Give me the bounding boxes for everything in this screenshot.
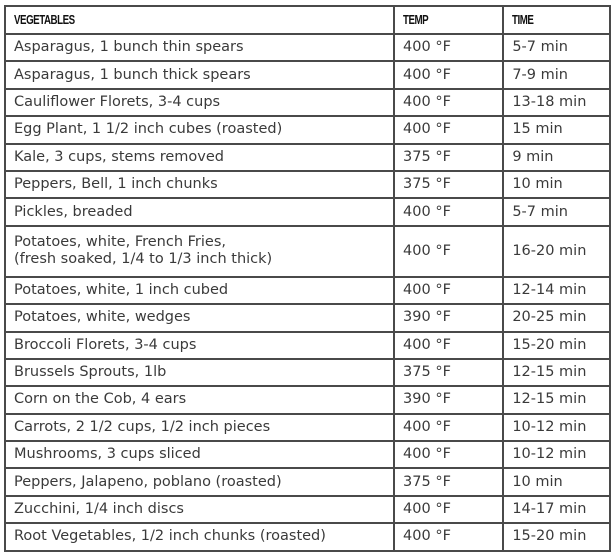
vegetable-cell: Peppers, Jalapeno, poblano (roasted): [5, 468, 394, 495]
temp-cell: 375 °F: [394, 171, 503, 198]
vegetable-cell: Kale, 3 cups, stems removed: [5, 144, 394, 171]
time-cell: 14-17 min: [503, 496, 610, 523]
time-cell: 10-12 min: [503, 441, 610, 468]
header-time: [503, 6, 610, 34]
time-cell: 13-18 min: [503, 89, 610, 116]
vegetable-cell: [5, 226, 394, 277]
table-row: [5, 34, 610, 61]
vegetable-cell: Mushrooms, 3 cups sliced: [5, 441, 394, 468]
vegetable-cell: Egg Plant, 1 1/2 inch cubes (roasted): [5, 116, 394, 143]
vegetable-cell: Potatoes, white, 1 inch cubed: [5, 277, 394, 304]
time-cell: 10-12 min: [503, 414, 610, 441]
time-cell: 10 min: [503, 171, 610, 198]
table-row: [5, 116, 610, 143]
temp-cell: 400 °F: [394, 441, 503, 468]
time-cell: 5-7 min: [503, 34, 610, 61]
vegetable-cell: Pickles, breaded: [5, 198, 394, 225]
temp-cell: 400 °F: [394, 116, 503, 143]
temp-cell: 375 °F: [394, 359, 503, 386]
time-cell: 20-25 min: [503, 304, 610, 331]
vegetable-cell: Root Vegetables, 1/2 inch chunks (roasted): [5, 523, 394, 550]
time-cell: 9 min: [503, 144, 610, 171]
temp-cell: 400 °F: [394, 496, 503, 523]
vegetable-cooking-table: [4, 5, 611, 552]
header-time-label: TIME: [512, 13, 534, 27]
table-row: [5, 414, 610, 441]
temp-cell: 400 °F: [394, 61, 503, 88]
table-row: [5, 226, 610, 277]
vegetable-line-1: Potatoes, white, French Fries,: [14, 234, 226, 251]
table-row: [5, 61, 610, 88]
header-row: [5, 6, 610, 34]
time-cell: 7-9 min: [503, 61, 610, 88]
vegetable-cell: Zucchini, 1/4 inch discs: [5, 496, 394, 523]
table-row: [5, 277, 610, 304]
time-cell: 15-20 min: [503, 332, 610, 359]
temp-cell: 375 °F: [394, 468, 503, 495]
time-cell: 16-20 min: [503, 226, 610, 277]
temp-cell: 390 °F: [394, 386, 503, 413]
time-cell: 12-14 min: [503, 277, 610, 304]
vegetable-cell: Potatoes, white, wedges: [5, 304, 394, 331]
header-vegetables: [5, 6, 394, 34]
table-row: [5, 468, 610, 495]
vegetable-cell: Brussels Sprouts, 1lb: [5, 359, 394, 386]
temp-cell: 400 °F: [394, 89, 503, 116]
time-cell: 5-7 min: [503, 198, 610, 225]
vegetable-cell: Corn on the Cob, 4 ears: [5, 386, 394, 413]
table-row: [5, 523, 610, 550]
time-cell: 12-15 min: [503, 386, 610, 413]
temp-cell: 400 °F: [394, 34, 503, 61]
table-row: [5, 304, 610, 331]
vegetable-line-2: (fresh soaked, 1/4 to 1/3 inch thick): [14, 251, 273, 268]
temp-cell: 400 °F: [394, 226, 503, 277]
vegetable-cell: Asparagus, 1 bunch thick spears: [5, 61, 394, 88]
vegetable-cell: Carrots, 2 1/2 cups, 1/2 inch pieces: [5, 414, 394, 441]
cooking-chart: [4, 5, 611, 552]
table-row: [5, 89, 610, 116]
time-cell: 15-20 min: [503, 523, 610, 550]
table-row: [5, 441, 610, 468]
table-row: [5, 198, 610, 225]
temp-cell: 400 °F: [394, 414, 503, 441]
time-cell: 10 min: [503, 468, 610, 495]
table-row: [5, 171, 610, 198]
header-temp-label: TEMP: [403, 13, 429, 27]
temp-cell: 400 °F: [394, 277, 503, 304]
table-row: [5, 386, 610, 413]
table-row: [5, 359, 610, 386]
table-row: [5, 144, 610, 171]
temp-cell: 400 °F: [394, 198, 503, 225]
temp-cell: 390 °F: [394, 304, 503, 331]
temp-cell: 375 °F: [394, 144, 503, 171]
time-cell: 15 min: [503, 116, 610, 143]
temp-cell: 400 °F: [394, 332, 503, 359]
header-temp: [394, 6, 503, 34]
table-row: [5, 496, 610, 523]
table-row: [5, 332, 610, 359]
vegetable-cell: Cauliflower Florets, 3-4 cups: [5, 89, 394, 116]
vegetable-cell: Asparagus, 1 bunch thin spears: [5, 34, 394, 61]
vegetable-cell: Peppers, Bell, 1 inch chunks: [5, 171, 394, 198]
vegetable-cell: Broccoli Florets, 3-4 cups: [5, 332, 394, 359]
temp-cell: 400 °F: [394, 523, 503, 550]
header-vegetables-label: VEGETABLES: [14, 13, 75, 27]
time-cell: 12-15 min: [503, 359, 610, 386]
